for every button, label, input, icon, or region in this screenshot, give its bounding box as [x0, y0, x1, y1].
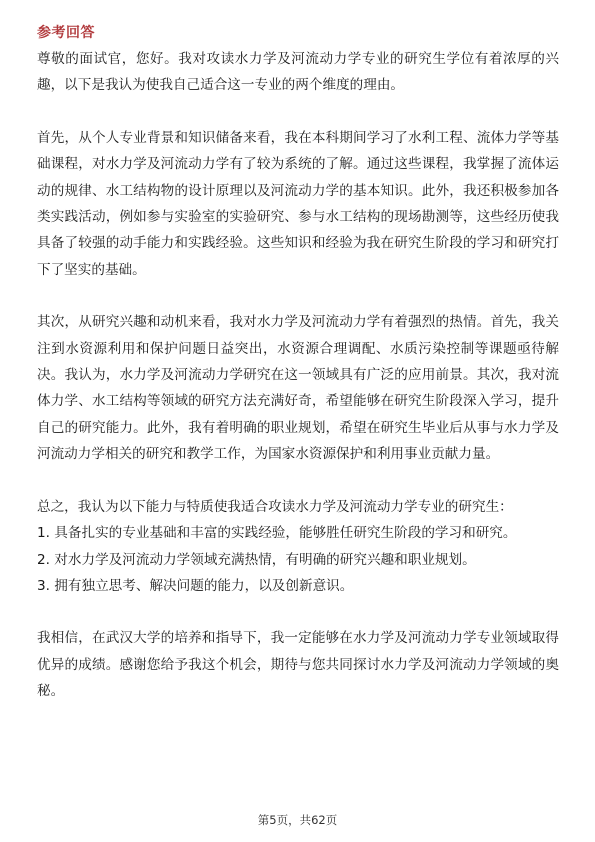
first-reason-paragraph: 首先，从个人专业背景和知识储备来看，我在本科期间学习了水利工程、流体力学等基础课程，对水力学及河流动力学有了较为系统的了解。通过这些课程，我掌握了流体运动的规律、水工结构物的设计原理以及河流动力学的基本知识。此外，我还积极参加各类实践活动，例如参与实验室的实验研究、参与水工结构的现场勘测等，这些经历使我具备了较强的动手能力和实践经验。这些知识和经验为我在研究生阶段的学习和研究打下了坚实的基础。 — [37, 129, 559, 278]
list-item: 3. 拥有独立思考、解决问题的能力，以及创新意识。 — [37, 577, 354, 594]
list-item: 1. 具备扎实的专业基础和丰富的实践经验，能够胜任研究生阶段的学习和研究。 — [37, 525, 517, 542]
paragraph-spacer — [37, 99, 559, 125]
section-heading: 参考回答 — [37, 25, 95, 41]
intro-paragraph: 尊敬的面试官，您好。我对攻读水力学及河流动力学专业的研究生学位有着浓厚的兴趣，以下是我认为使我自己适合这一专业的两个维度的理由。 — [37, 51, 559, 94]
paragraph-spacer — [37, 599, 559, 625]
paragraph-spacer — [37, 283, 559, 309]
page-number-footer: 第5页，共62页 — [257, 813, 338, 827]
answer-body — [37, 46, 559, 705]
list-item: 2. 对水力学及河流动力学领域充满热情，有明确的研究兴趣和职业规划。 — [37, 551, 476, 568]
closing-paragraph: 我相信，在武汉大学的培养和指导下，我一定能够在水力学及河流动力学专业领域取得优异的成绩。感谢您给予我这个机会，期待与您共同探讨水力学及河流动力学领域的奥秘。 — [37, 630, 559, 700]
second-reason-paragraph: 其次，从研究兴趣和动机来看，我对水力学及河流动力学有着强烈的热情。首先，我关注到水资源利用和保护问题日益突出，水资源合理调配、水质污染控制等课题亟待解决。我认为，水力学及河流动力学研究在这一领域具有广泛的应用前景。其次，我对流体力学、水工结构等领域的研究方法充满好奇，希望能够在研究生阶段深入学习，提升自己的研究能力。此外，我有着明确的职业规划，希望在研究生毕业后从事与水力学及河流动力学相关的研究和教学工作，为国家水资源保护和利用事业贡献力量。 — [37, 314, 559, 463]
summary-paragraph: 总之，我认为以下能力与特质使我适合攻读水力学及河流动力学专业的研究生： — [37, 498, 513, 515]
paragraph-spacer — [37, 468, 559, 494]
